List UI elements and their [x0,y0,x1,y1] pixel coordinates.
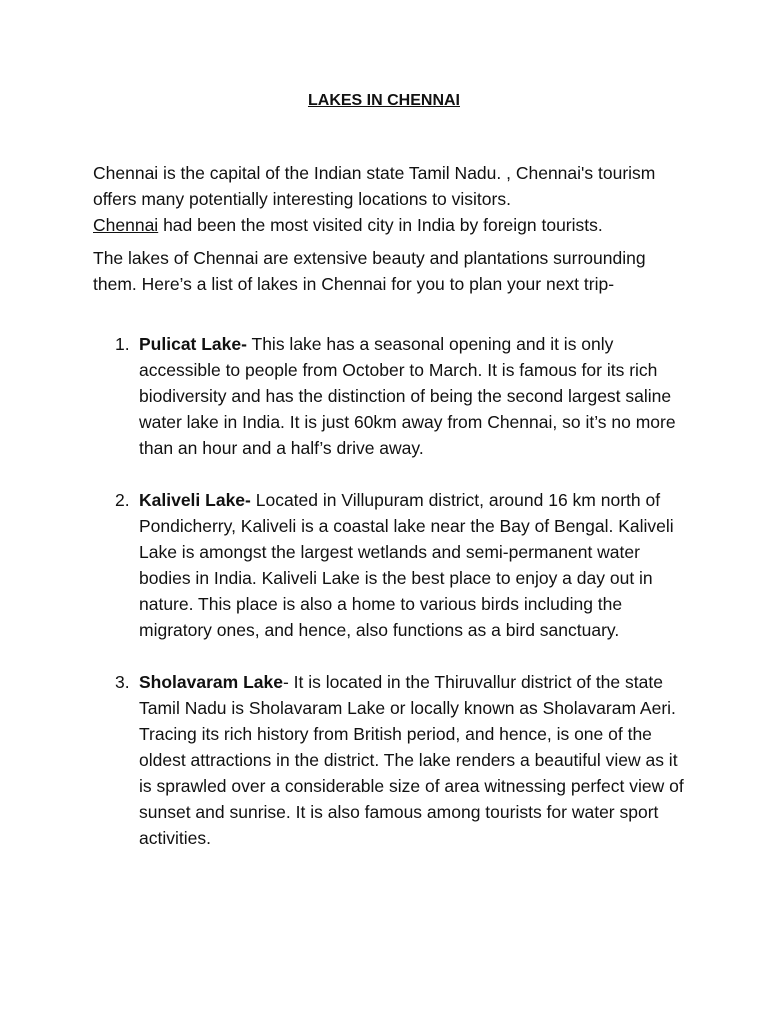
page-title: LAKES IN CHENNAI [307,92,460,109]
intro-paragraph [93,160,693,238]
list-item [93,487,693,643]
list-item [93,331,693,461]
lake-description: Located in Villupuram district, around 16 km north of Pondicherry, Kaliveli is a coastal lake near the Bay of Bengal. Kaliveli Lake is amongst the largest wetlands and semi-permanent water bodies in India. Kaliveli Lake is the best place to enjoy a day out in nature. This place is also a home to various birds including the migratory ones, and hence, also functions as a bird sanctuary. [139,490,674,640]
list-item [93,669,693,851]
lake-description: This lake has a seasonal opening and it is only accessible to people from October to March. It is famous for its rich biodiversity and has the distinction of being the second largest saline water lake in India. It is just 60km away from Chennai, so it’s no more than an hour and a half’s drive away. [139,334,676,458]
lake-name: Kaliveli Lake- [139,490,251,510]
list-number: 1. [115,334,130,354]
lake-description: - It is located in the Thiruvallur district of the state Tamil Nadu is Sholavaram Lake or locally known as Sholavaram Aeri. Tracing its rich history from British period, and hence, is one of the oldest attractions in the district. The lake renders a beautiful view as it is sprawled over a considerable size of area witnessing perfect view of sunset and sunrise. It is also famous among tourists for water sport activities. [139,672,684,848]
lakes-list [93,331,693,877]
intro-text: Chennai is the capital of the Indian state Tamil Nadu. , Chennai's tourism offers many potentially interesting locations to visitors. [93,163,656,209]
lake-name: Pulicat Lake- [139,334,247,354]
list-number: 2. [115,490,130,510]
lakes-intro-paragraph: The lakes of Chennai are extensive beauty and plantations surrounding them. Here’s a list of lakes in Chennai for you to plan your next trip- [93,248,646,294]
list-number: 3. [115,672,130,692]
lake-name: Sholavaram Lake [139,672,283,692]
intro-text-end: had been the most visited city in India by foreign tourists. [158,215,603,235]
chennai-link[interactable]: Chennai [93,215,159,235]
